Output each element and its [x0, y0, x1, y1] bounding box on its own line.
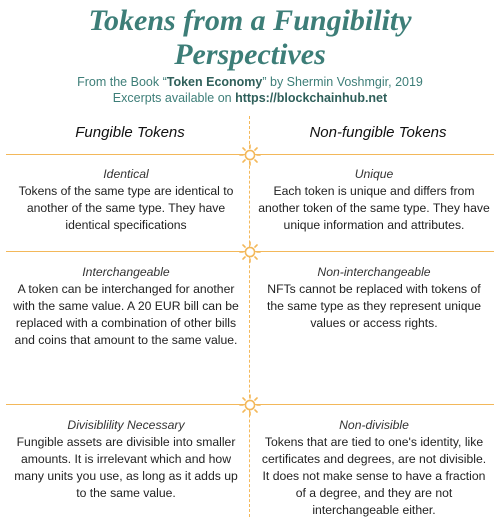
cell-text: Tokens that are tied to one's identity, like certificates and degrees, are not divisible. It does not make sense to have a fraction of a degree, and they are not interchangeable either. — [261, 435, 487, 517]
title-line-2: Perspectives — [174, 38, 326, 71]
cell-text: A token can be interchanged for another with the same value. A 20 EUR bill can be replaced with a combination of other bills and coins that amount to the same value. — [13, 282, 239, 347]
sun-icon — [239, 241, 261, 263]
cell-heading: Non-interchangeable — [317, 265, 431, 279]
book-title: Token Economy — [166, 75, 263, 89]
cell-heading: Divisiblility Necessary — [67, 418, 185, 432]
cell-interchangeable — [10, 264, 242, 349]
excerpts-prefix: Excerpts available on — [112, 91, 236, 105]
column-heading-non-fungible: Non-fungible Tokens — [309, 124, 447, 141]
cell-identical — [10, 166, 242, 234]
subtitle — [0, 74, 500, 106]
cell-divisibility — [10, 417, 242, 502]
book-citation — [0, 74, 500, 90]
cell-non-interchangeable — [258, 264, 490, 332]
source-link[interactable]: https://blockchainhub.net — [235, 91, 388, 105]
column-divider — [249, 116, 250, 517]
cell-text: Tokens of the same type are identical to another of the same type. They have identical specifications — [18, 184, 234, 232]
cell-heading: Interchangeable — [82, 265, 170, 279]
sun-icon — [239, 394, 261, 416]
cell-heading: Identical — [103, 167, 149, 181]
title-line-1: Tokens from a Fungibility — [88, 4, 412, 37]
cell-non-divisible — [258, 417, 490, 519]
column-heading-fungible: Fungible Tokens — [75, 124, 185, 141]
sun-icon — [239, 144, 261, 166]
citation-prefix: From the Book “ — [77, 75, 167, 89]
cell-heading: Unique — [354, 167, 394, 181]
excerpts-line — [0, 90, 500, 106]
cell-unique — [258, 166, 490, 234]
citation-suffix: ” by Shermin Voshmgir, 2019 — [262, 75, 423, 89]
cell-text: Each token is unique and differs from another token of the same type. They have unique information and attributes. — [258, 184, 490, 232]
cell-text: Fungible assets are divisible into smaller amounts. It is irrelevant which and how many units you use, as long as it adds up to the same value. — [14, 435, 238, 500]
cell-heading: Non-divisible — [339, 418, 409, 432]
cell-text: NFTs cannot be replaced with tokens of the same type as they represent unique values or access rights. — [266, 282, 482, 330]
page-title — [0, 4, 500, 72]
